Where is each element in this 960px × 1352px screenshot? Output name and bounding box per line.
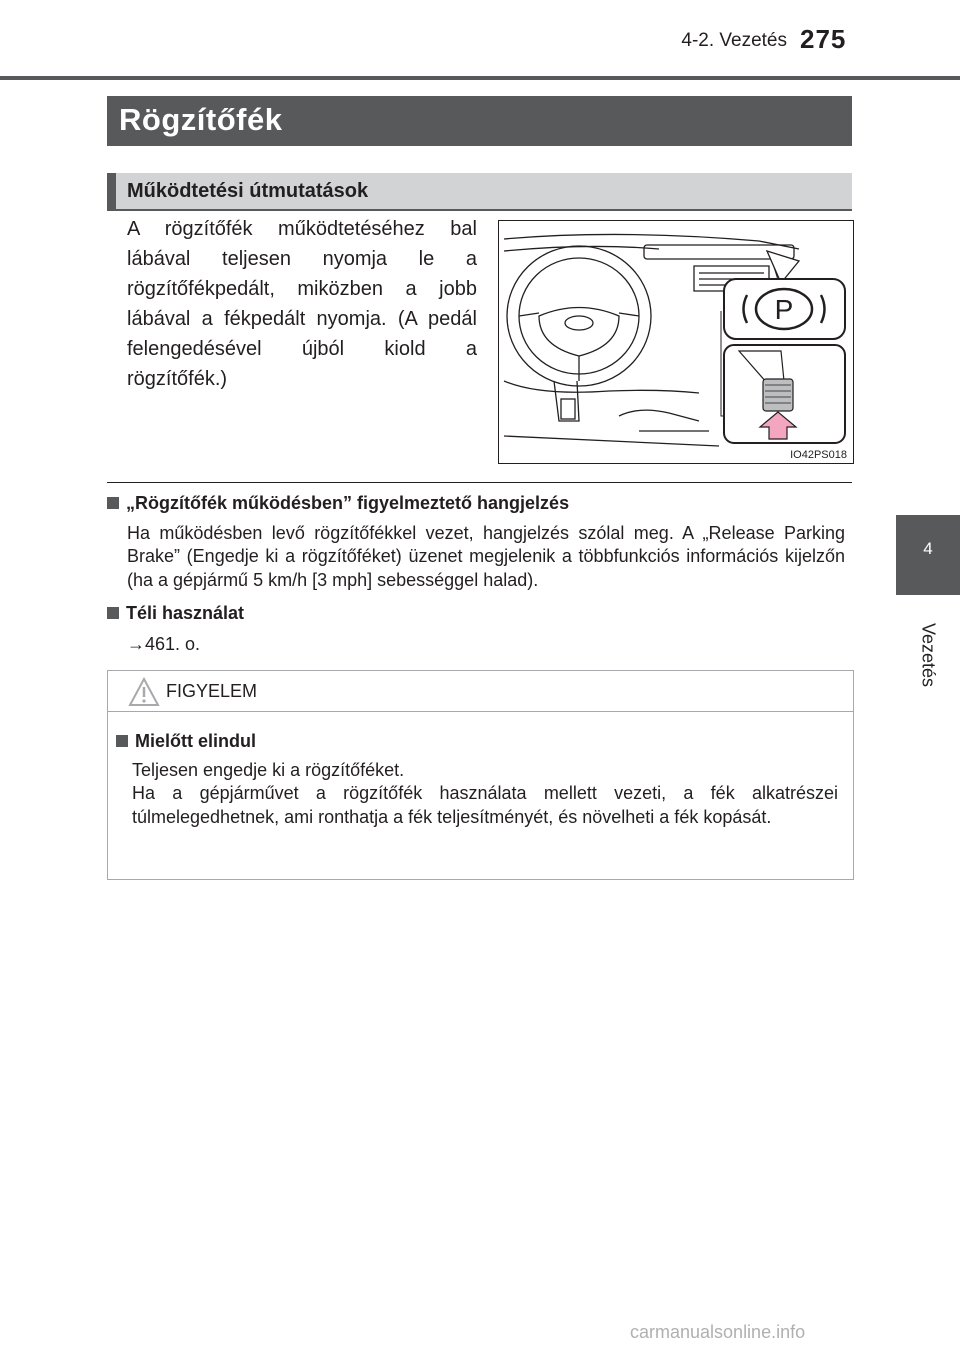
bullet-square (107, 607, 119, 619)
subtitle-bar (107, 173, 852, 211)
p-label: P (774, 294, 794, 325)
header-rule (0, 76, 960, 80)
title-bar (107, 96, 852, 146)
warning-line-1: Teljesen engedje ki a rögzítőféket. (132, 760, 405, 780)
page-number: 275 (800, 24, 847, 54)
warning-title: FIGYELEM (166, 681, 258, 701)
subtitle: Működtetési útmutatások (127, 180, 369, 202)
subtitle-marker (107, 173, 116, 209)
section-heading-warning-buzzer: „Rögzítőfék működésben” figyelmeztető hangjelzés (107, 493, 569, 514)
section-heading-winter-use: Téli használat (107, 603, 244, 624)
watermark: carmanualsonline.info (630, 1322, 806, 1342)
warning-subheading: Mielőtt elindul (116, 731, 256, 752)
figure-code: IO42PS018 (790, 449, 847, 461)
dashboard-illustration (499, 221, 853, 463)
warning-header (108, 671, 853, 712)
chapter-number: 4 (923, 539, 933, 558)
section-body-winter-use[interactable]: →461. o. (127, 634, 201, 654)
parking-brake-figure (498, 220, 854, 464)
divider (107, 482, 852, 483)
chapter-label: Vezetés (918, 622, 939, 688)
warning-box (107, 670, 854, 880)
intro-text: A rögzítőfék működtetéséhez bal lábával teljesen nyomja le a rögzítőfékpedált, miközben a jobb lábával a fékpedált nyomja. (A pedál felengedésével újból kiold a rögzítőfék.) (127, 218, 477, 390)
section-body-warning-buzzer: Ha működésben levő rögzítőfékkel vezet, hangjelzés szólal meg. A „Release Parking Brake” (Engedje ki a rögzítőféket) üzenet megjelenik a többfunkciós információs kijelzőn (ha a gépjármű 5 km/h [3 mph] sebességgel halad). (127, 523, 845, 590)
chapter-tab[interactable] (896, 515, 960, 595)
page-title: Rögzítőfék (119, 102, 283, 137)
warning-text (132, 759, 838, 829)
warning-triangle-icon (128, 677, 160, 707)
bullet-square (107, 497, 119, 509)
header-section: 4-2. Vezetés (681, 30, 787, 51)
bullet-square (116, 735, 128, 747)
warning-line-2: Ha a gépjárművet a rögzítőfék használata mellett vezeti, a fék alkatrészei túlmelegedhetnek, ami ronthatja a fék teljesítményét, és növelheti a fék kopását. (132, 783, 838, 827)
